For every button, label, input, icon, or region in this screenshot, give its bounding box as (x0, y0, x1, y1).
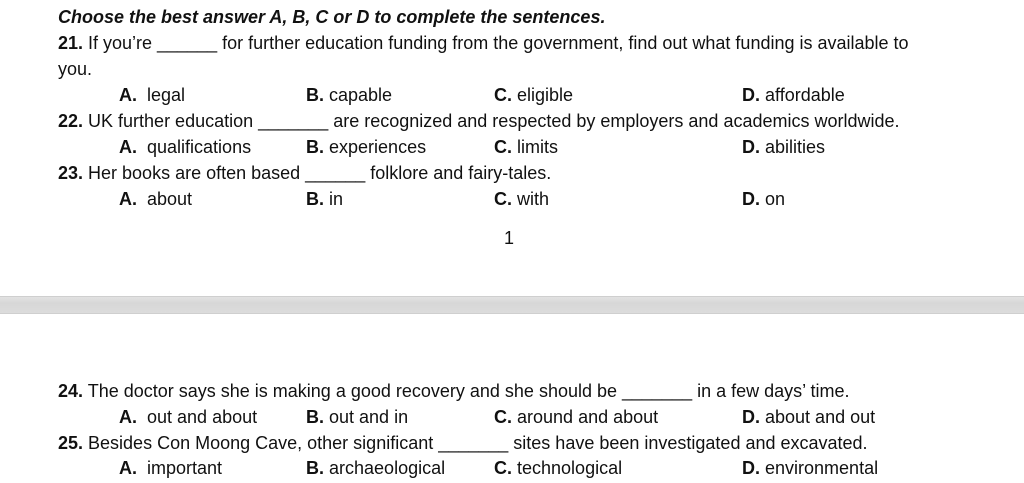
question-24 (58, 380, 849, 402)
question-text: If you’re ______ for further education funding from the government, find out what funding is available to (83, 33, 909, 53)
option-23-b[interactable]: B. in (306, 189, 344, 209)
page-2 (0, 314, 1024, 483)
option-23-c[interactable]: C. with (494, 189, 550, 209)
question-23 (58, 162, 551, 184)
question-21-continued: you. (58, 59, 93, 79)
option-24-d[interactable]: D. about and out (742, 407, 876, 427)
option-22-a[interactable]: A. qualifications (119, 137, 252, 157)
question-25 (58, 432, 868, 454)
question-number: 21. (58, 33, 84, 53)
option-22-d[interactable]: D. abilities (742, 137, 826, 157)
option-22-c[interactable]: C. limits (494, 137, 559, 157)
question-number: 24. (58, 381, 84, 401)
question-text: The doctor says she is making a good recovery and she should be _______ in a few days’ time. (83, 381, 850, 401)
question-number: 22. (58, 111, 84, 131)
option-25-a[interactable]: A. important (119, 458, 223, 478)
option-23-a[interactable]: A. about (119, 189, 193, 209)
option-25-c[interactable]: C. technological (494, 458, 623, 478)
option-21-d[interactable]: D. affordable (742, 85, 845, 105)
option-21-c[interactable]: C. eligible (494, 85, 574, 105)
option-21-b[interactable]: B. capable (306, 85, 393, 105)
option-24-b[interactable]: B. out and in (306, 407, 409, 427)
question-text: Besides Con Moong Cave, other significant _______ sites have been investigated and excavated. (83, 433, 868, 453)
page-separator (0, 296, 1024, 314)
option-23-d[interactable]: D. on (742, 189, 786, 209)
option-24-c[interactable]: C. around and about (494, 407, 659, 427)
question-22 (58, 110, 900, 132)
option-25-b[interactable]: B. archaeological (306, 458, 446, 478)
page-number: 1 (504, 228, 515, 248)
option-24-a[interactable]: A. out and about (119, 407, 258, 427)
question-text: UK further education _______ are recognized and respected by employers and academics worldwide. (83, 111, 900, 131)
question-number: 23. (58, 163, 84, 183)
option-25-d[interactable]: D. environmental (742, 458, 879, 478)
option-21-a[interactable]: A. legal (119, 85, 186, 105)
instruction-heading: Choose the best answer A, B, C or D to complete the sentences. (58, 7, 606, 27)
question-number: 25. (58, 433, 84, 453)
option-22-b[interactable]: B. experiences (306, 137, 427, 157)
question-21 (58, 32, 909, 54)
question-text: Her books are often based ______ folklore and fairy-tales. (83, 163, 552, 183)
